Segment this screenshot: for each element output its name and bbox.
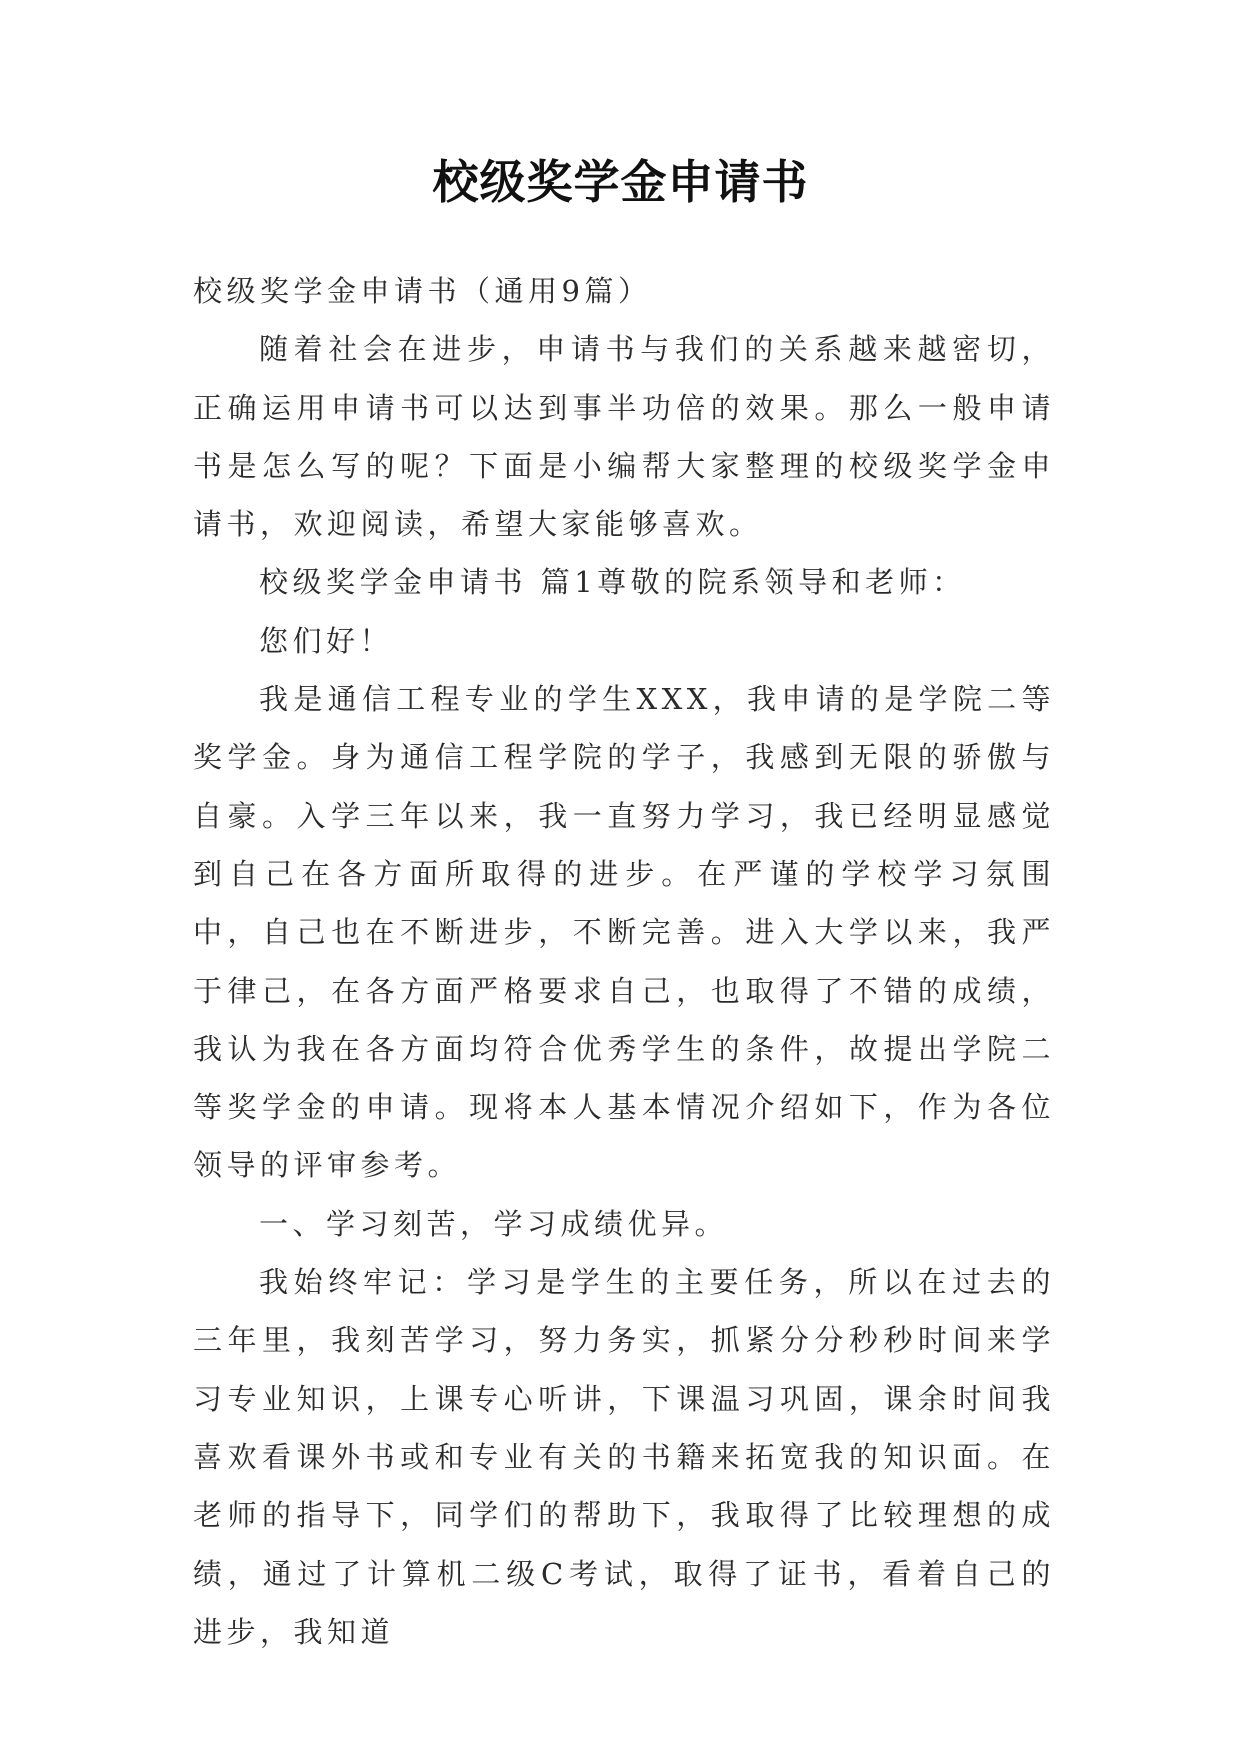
paragraph-self-introduction: 我是通信工程专业的学生XXX，我申请的是学院二等奖学金。身为通信工程学院的学子，我感到无限的骄傲与自豪。入学三年以来，我一直努力学习，我已经明显感觉到自己在各方面所取得的进步。在严谨的学校学习氛围中，自己也在不断进步，不断完善。进入大学以来，我严于律己，在各方面严格要求自己，也取得了不错的成绩，我认为我在各方面均符合优秀学生的条件，故提出学院二等奖学金的申请。现将本人基本情况介绍如下，作为各位领导的评审参考。 [193, 682, 1055, 1183]
paragraph-intro: 随着社会在进步，申请书与我们的关系越来越密切，正确运用申请书可以达到事半功倍的效果。那么一般申请书是怎么写的呢？下面是小编帮大家整理的校级奖学金申请书，欢迎阅读，希望大家能够喜欢。 [193, 332, 1055, 542]
paragraph-salutation: 校级奖学金申请书 篇1尊敬的院系领导和老师： [259, 565, 966, 600]
document-title: 校级奖学金申请书 [432, 155, 809, 209]
document-body [193, 262, 1055, 1661]
paragraph-study: 我始终牢记：学习是学生的主要任务，所以在过去的三年里，我刻苦学习，努力务实，抓紧分分秒秒时间来学习专业知识，上课专心听讲，下课温习巩固，课余时间我喜欢看课外书或和专业有关的书籍来拓宽我的知识面。在老师的指导下，同学们的帮助下，我取得了比较理想的成绩，通过了计算机二级C考试，取得了证书，看着自己的进步，我知道 [193, 1265, 1055, 1649]
paragraph-greeting: 您们好！ [259, 623, 394, 658]
paragraph-section-heading: 一、学习刻苦，学习成绩优异。 [259, 1206, 729, 1241]
paragraph-subtitle: 校级奖学金申请书（通用9篇） [193, 274, 652, 308]
